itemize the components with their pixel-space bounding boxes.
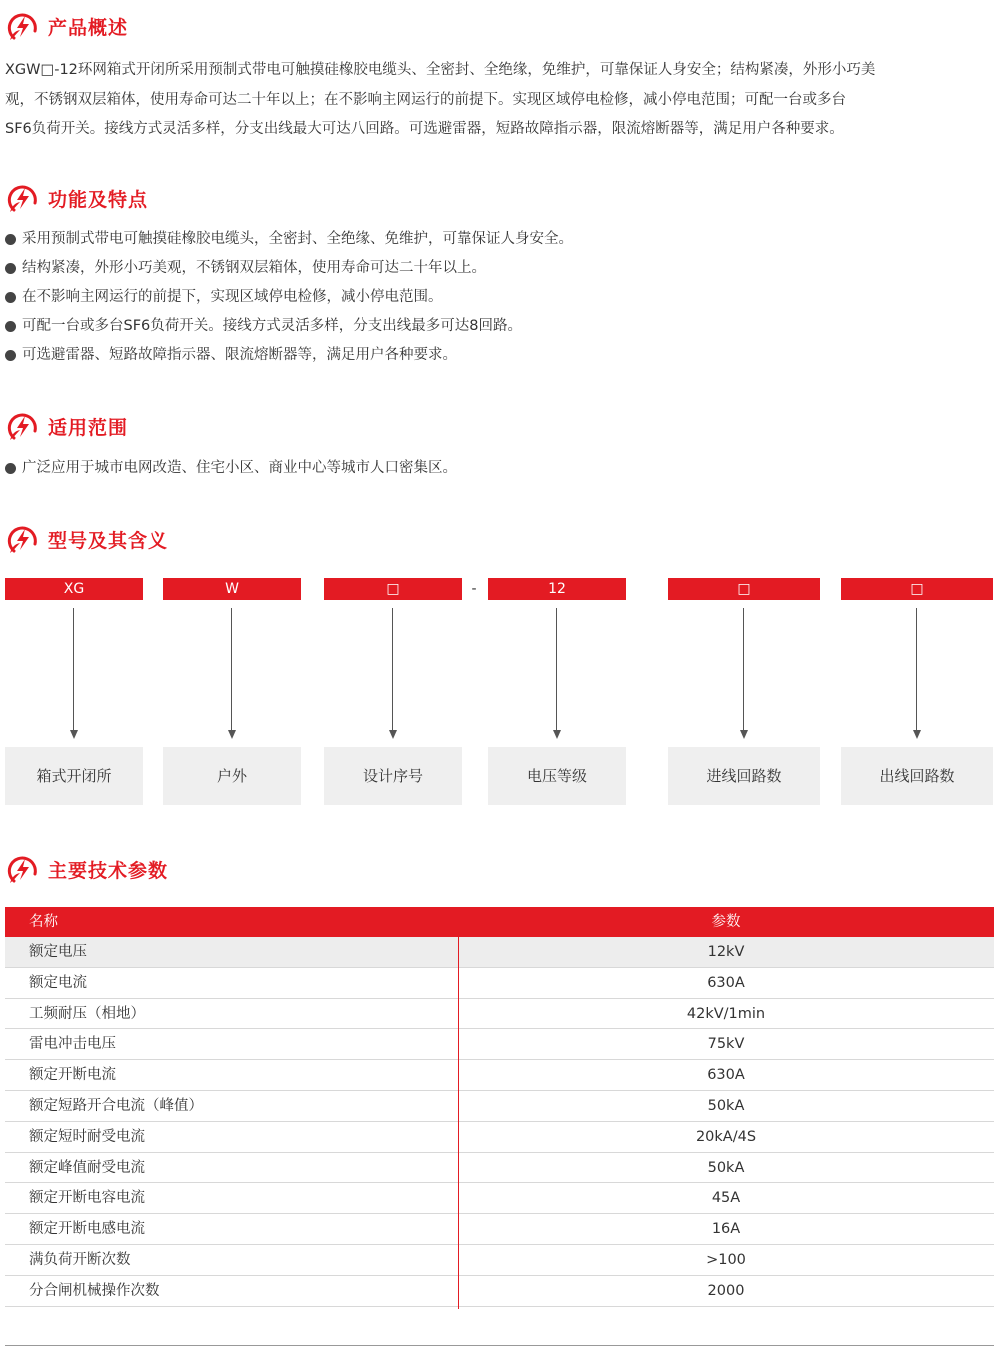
list-item: 可配一台或多台SF6负荷开关。接线方式灵活多样，分支出线最多可达8回路。 <box>5 312 990 341</box>
down-arrow-icon <box>227 608 237 740</box>
model-meaning: 设计序号 <box>324 747 462 805</box>
table-row: 额定电压 12kV <box>5 937 994 968</box>
lightning-bolt-icon <box>6 9 40 43</box>
lightning-bolt-icon <box>6 852 40 886</box>
model-code-w: W <box>163 578 301 600</box>
section-title: 功能及特点 <box>48 188 149 211</box>
bullet-dot-icon <box>5 292 16 303</box>
list-item: 采用预制式带电可触摸硅橡胶电缆头，全密封、全绝缘、免维护，可靠保证人身安全。 <box>5 225 990 254</box>
table-row: 额定电流 630A <box>5 968 994 999</box>
header-name: 名称 <box>29 914 58 930</box>
table-row: 分合闸机械操作次数 2000 <box>5 1276 994 1307</box>
model-code-voltage: 12 <box>488 578 626 600</box>
table-row: 工频耐压（相地） 42kV/1min <box>5 999 994 1030</box>
lightning-bolt-icon <box>6 409 40 443</box>
section-title: 主要技术参数 <box>48 859 169 882</box>
model-meaning: 进线回路数 <box>668 747 820 805</box>
down-arrow-icon <box>552 608 562 740</box>
model-code-xg: XG <box>5 578 143 600</box>
model-meaning: 户外 <box>163 747 301 805</box>
paragraph-line: 观，不锈钢双层箱体，使用寿命可达二十年以上；在不影响主网运行的前提下。实现区域停电检修，减小停电范围；可配一台或多台 <box>5 91 846 108</box>
bullet-dot-icon <box>5 234 16 245</box>
section-title: 适用范围 <box>48 416 129 439</box>
list-item: 在不影响主网运行的前提下，实现区域停电检修，减小停电范围。 <box>5 283 990 312</box>
table-row: 满负荷开断次数 >100 <box>5 1245 994 1276</box>
down-arrow-icon <box>739 608 749 740</box>
column-divider <box>458 937 459 1309</box>
table-row: 额定短路开合电流（峰值） 50kA <box>5 1091 994 1122</box>
model-code-incoming: □ <box>668 578 820 600</box>
model-meaning: 电压等级 <box>488 747 626 805</box>
table-row: 额定开断电感电流 16A <box>5 1214 994 1245</box>
section-title: 产品概述 <box>48 16 129 39</box>
section-header-specs <box>6 851 168 887</box>
divider <box>5 1345 994 1346</box>
paragraph-line: XGW□-12环网箱式开闭所采用预制式带电可触摸硅橡胶电缆头、全密封、全绝缘，免维护，可靠保证人身安全；结构紧凑，外形小巧美 <box>5 62 876 78</box>
table-row: 额定开断电流 630A <box>5 1060 994 1091</box>
bullet-dot-icon <box>5 463 16 474</box>
model-code-outgoing: □ <box>841 578 993 600</box>
bullet-dot-icon <box>5 350 16 361</box>
table-row: 额定峰值耐受电流 50kA <box>5 1153 994 1184</box>
lightning-bolt-icon <box>6 181 40 215</box>
down-arrow-icon <box>388 608 398 740</box>
section-header-overview <box>6 8 128 44</box>
section-header-scope <box>6 408 128 444</box>
down-arrow-icon <box>912 608 922 740</box>
list-item: 广泛应用于城市电网改造、住宅小区、商业中心等城市人口密集区。 <box>5 454 990 483</box>
list-item: 可选避雷器、短路故障指示器、限流熔断器等，满足用户各种要求。 <box>5 341 990 370</box>
section-header-features <box>6 180 148 216</box>
spec-table <box>5 907 994 1307</box>
model-code-design: □ <box>324 578 462 600</box>
bullet-dot-icon <box>5 263 16 274</box>
section-title: 型号及其含义 <box>48 529 169 552</box>
scope-list <box>5 454 990 483</box>
table-row: 额定短时耐受电流 20kA/4S <box>5 1122 994 1153</box>
table-row: 额定开断电容电流 45A <box>5 1183 994 1214</box>
model-code-dash: - <box>471 581 477 597</box>
model-meaning: 出线回路数 <box>841 747 993 805</box>
down-arrow-icon <box>69 608 79 740</box>
model-meaning: 箱式开闭所 <box>5 747 143 805</box>
table-header <box>5 907 994 937</box>
features-list <box>5 225 990 370</box>
header-value: 参数 <box>711 914 741 930</box>
lightning-bolt-icon <box>6 522 40 556</box>
overview-paragraph <box>5 56 990 145</box>
section-header-model <box>6 521 168 557</box>
paragraph-line: SF6负荷开关。接线方式灵活多样，分支出线最大可达八回路。可选避雷器，短路故障指示器，限流熔断器等，满足用户各种要求。 <box>5 121 844 137</box>
list-item: 结构紧凑，外形小巧美观，不锈钢双层箱体，使用寿命可达二十年以上。 <box>5 254 990 283</box>
bullet-dot-icon <box>5 321 16 332</box>
table-row: 雷电冲击电压 75kV <box>5 1029 994 1060</box>
